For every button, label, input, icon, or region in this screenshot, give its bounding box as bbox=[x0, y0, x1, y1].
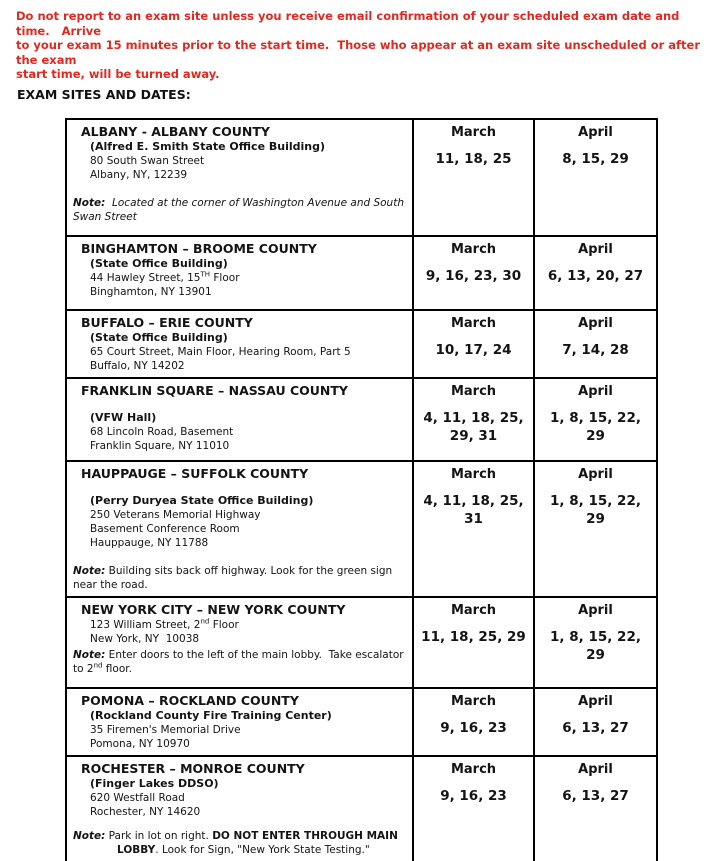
month-header-march: March bbox=[450, 125, 497, 140]
april-dates: 1, 8, 15, 22, 29 bbox=[550, 629, 641, 663]
address-line: 35 Firemen's Memorial Drive bbox=[90, 724, 241, 736]
spacer bbox=[73, 819, 404, 827]
site-note bbox=[73, 648, 407, 676]
april-dates: 7, 14, 28 bbox=[562, 342, 629, 358]
note-text-bold: DO NOT ENTER THROUGH MAIN LOBBY bbox=[117, 830, 402, 856]
table-row-new-york-city bbox=[66, 597, 657, 688]
note-label: Note: bbox=[73, 565, 106, 577]
site-name: ALBANY - ALBANY COUNTY bbox=[81, 124, 270, 139]
spacer bbox=[73, 482, 404, 494]
site-note bbox=[73, 196, 408, 224]
march-dates: 9, 16, 23 bbox=[440, 788, 507, 804]
site-name: HAUPPAUGE – SUFFOLK COUNTY bbox=[81, 466, 309, 481]
spacer bbox=[73, 550, 404, 562]
site-cell bbox=[66, 310, 413, 378]
table-row-franklin-square bbox=[66, 378, 657, 461]
april-dates: 6, 13, 20, 27 bbox=[547, 268, 644, 284]
address-line: Hauppauge, NY 11788 bbox=[90, 537, 209, 549]
march-cell bbox=[413, 310, 534, 378]
site-name: BINGHAMTON – BROOME COUNTY bbox=[81, 241, 317, 256]
month-header-march: March bbox=[450, 762, 497, 777]
warning-line: Do not report to an exam site unless you receive email confirmation of your scheduled exam date and time. Arrive bbox=[16, 9, 684, 38]
table-row-binghamton bbox=[66, 236, 657, 310]
site-cell bbox=[66, 378, 413, 461]
site-name: NEW YORK CITY – NEW YORK COUNTY bbox=[81, 602, 346, 617]
table-row-hauppauge bbox=[66, 461, 657, 597]
april-cell bbox=[534, 378, 657, 461]
month-header-april: April bbox=[578, 125, 613, 140]
march-dates: 11, 18, 25, 29 bbox=[421, 629, 526, 645]
building-name: (State Office Building) bbox=[90, 257, 228, 270]
note-text: . Look for Sign, "New York State Testing." bbox=[155, 844, 370, 856]
address-line: 123 William Street, 2nd Floor bbox=[90, 617, 239, 631]
april-cell bbox=[534, 119, 657, 236]
note-text: Enter doors to the left of the main lobby. Take escalator to 2 bbox=[73, 649, 407, 675]
april-dates: 6, 13, 27 bbox=[562, 788, 629, 804]
april-cell bbox=[534, 461, 657, 597]
address-line: Albany, NY, 12239 bbox=[90, 169, 188, 181]
month-header-march: March bbox=[450, 384, 497, 399]
month-header-march: March bbox=[450, 603, 497, 618]
site-note bbox=[73, 564, 404, 592]
march-cell bbox=[413, 378, 534, 461]
site-cell bbox=[66, 756, 413, 861]
month-header-march: March bbox=[450, 242, 497, 257]
march-dates: 4, 11, 18, 25, 31 bbox=[423, 493, 524, 527]
month-header-april: April bbox=[578, 762, 613, 777]
april-cell bbox=[534, 756, 657, 861]
site-cell bbox=[66, 688, 413, 756]
address-line: Rochester, NY 14620 bbox=[90, 806, 201, 818]
superscript: nd bbox=[200, 617, 210, 626]
address-line: 65 Court Street, Main Floor, Hearing Room, Part 5 bbox=[90, 346, 351, 358]
spacer bbox=[73, 399, 404, 411]
building-name: (VFW Hall) bbox=[90, 411, 157, 424]
address-line: 620 Westfall Road bbox=[90, 792, 185, 804]
april-dates: 1, 8, 15, 22, 29 bbox=[550, 493, 641, 527]
april-cell bbox=[534, 310, 657, 378]
note-text: floor. bbox=[102, 663, 132, 675]
address-line: 250 Veterans Memorial Highway bbox=[90, 509, 261, 521]
table-row-pomona bbox=[66, 688, 657, 756]
april-cell bbox=[534, 688, 657, 756]
month-header-april: April bbox=[578, 242, 613, 257]
table-row-albany bbox=[66, 119, 657, 236]
month-header-april: April bbox=[578, 694, 613, 709]
note-text: Building sits back off highway. Look for the green sign near the road. bbox=[73, 565, 396, 591]
april-dates: 8, 15, 29 bbox=[562, 151, 629, 167]
march-cell bbox=[413, 688, 534, 756]
building-name: (Finger Lakes DDSO) bbox=[90, 777, 219, 790]
march-cell bbox=[413, 236, 534, 310]
superscript: nd bbox=[93, 661, 103, 670]
march-dates: 4, 11, 18, 25, 29, 31 bbox=[423, 410, 524, 444]
march-dates: 11, 18, 25 bbox=[435, 151, 512, 167]
address-line: New York, NY 10038 bbox=[90, 633, 200, 645]
site-name: ROCHESTER – MONROE COUNTY bbox=[81, 761, 305, 776]
march-cell bbox=[413, 597, 534, 688]
address-line: Franklin Square, NY 11010 bbox=[90, 440, 230, 452]
building-name: (Rockland County Fire Training Center) bbox=[90, 709, 332, 722]
site-cell bbox=[66, 597, 413, 688]
table-row-rochester bbox=[66, 756, 657, 861]
month-header-april: April bbox=[578, 603, 613, 618]
address-line: 80 South Swan Street bbox=[90, 155, 205, 167]
note-label: Note: bbox=[73, 649, 106, 661]
address-line: Binghamton, NY 13901 bbox=[90, 286, 212, 298]
march-dates: 9, 16, 23, 30 bbox=[425, 268, 522, 284]
april-dates: 1, 8, 15, 22, 29 bbox=[550, 410, 641, 444]
building-name: (Perry Duryea State Office Building) bbox=[90, 494, 314, 507]
address-line: Pomona, NY 10970 bbox=[90, 738, 190, 750]
month-header-april: April bbox=[578, 316, 613, 331]
site-name: POMONA – ROCKLAND COUNTY bbox=[81, 693, 299, 708]
address-line: Basement Conference Room bbox=[90, 523, 240, 535]
superscript: TH bbox=[200, 270, 211, 279]
exam-sites-table bbox=[65, 118, 658, 861]
march-cell bbox=[413, 119, 534, 236]
note-label: Note: bbox=[73, 197, 106, 209]
note-text: Park in lot on right. bbox=[105, 830, 213, 842]
march-cell bbox=[413, 461, 534, 597]
march-dates: 9, 16, 23 bbox=[440, 720, 507, 736]
site-cell bbox=[66, 236, 413, 310]
april-dates: 6, 13, 27 bbox=[562, 720, 629, 736]
note-text: Located at the corner of Washington Avenue and South Swan Street bbox=[73, 197, 408, 223]
march-dates: 10, 17, 24 bbox=[435, 342, 512, 358]
month-header-april: April bbox=[578, 467, 613, 482]
note-label: Note: bbox=[73, 830, 106, 842]
address-line: 44 Hawley Street, 15TH Floor bbox=[90, 270, 240, 284]
warning-text bbox=[16, 9, 704, 82]
month-header-march: March bbox=[450, 467, 497, 482]
site-note bbox=[73, 829, 404, 857]
building-name: (State Office Building) bbox=[90, 331, 228, 344]
warning-line: start time, will be turned away. bbox=[16, 67, 220, 81]
spacer bbox=[73, 182, 404, 194]
april-cell bbox=[534, 597, 657, 688]
march-cell bbox=[413, 756, 534, 861]
month-header-march: March bbox=[450, 316, 497, 331]
month-header-march: March bbox=[450, 694, 497, 709]
building-name: (Alfred E. Smith State Office Building) bbox=[90, 140, 325, 153]
month-header-april: April bbox=[578, 384, 613, 399]
site-cell bbox=[66, 461, 413, 597]
address-line: Buffalo, NY 14202 bbox=[90, 360, 185, 372]
address-line: 68 Lincoln Road, Basement bbox=[90, 426, 234, 438]
table-row-buffalo bbox=[66, 310, 657, 378]
site-cell bbox=[66, 119, 413, 236]
page-title: EXAM SITES AND DATES: bbox=[17, 87, 191, 102]
site-name: FRANKLIN SQUARE – NASSAU COUNTY bbox=[81, 383, 348, 398]
warning-line: to your exam 15 minutes prior to the start time. Those who appear at an exam site unscheduled or after the exam bbox=[16, 38, 705, 67]
april-cell bbox=[534, 236, 657, 310]
site-name: BUFFALO – ERIE COUNTY bbox=[81, 315, 253, 330]
